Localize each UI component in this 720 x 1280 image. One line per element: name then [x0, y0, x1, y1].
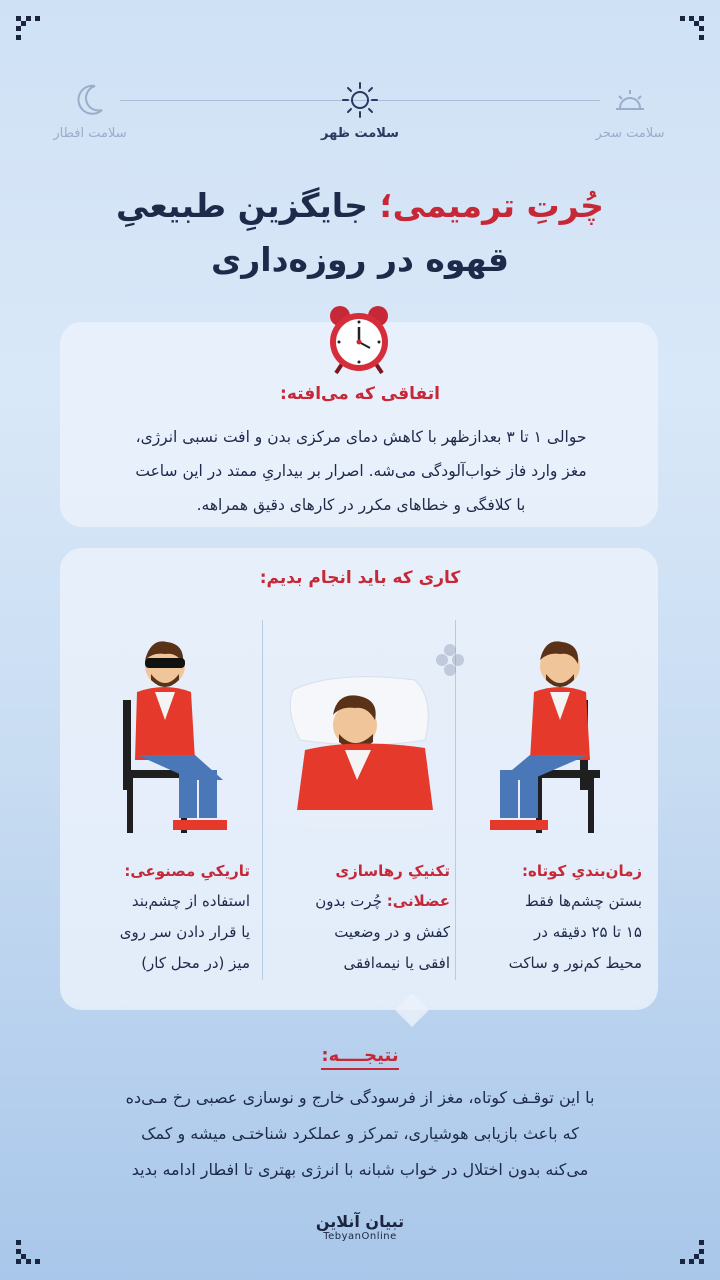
text-line: که باعث بازیابی هوشیاری، تمرکز و عملکرد شناختـی میشه و کمک	[141, 1124, 579, 1143]
text-line: حوالی ۱ تا ۳ بعدازظهر با کاهش دمای مرکزی بدن و افت نسبی انرژی،	[135, 428, 587, 446]
timeline-label: سلامت سحر	[595, 126, 665, 141]
text-line: می‌کنه بدون اختلال در خواب شبانه با انرژی بهتری تا افطار ادامه بدید	[131, 1160, 589, 1179]
result-heading	[0, 1045, 720, 1070]
tip-heading: تاریکیِ مصنوعی:	[124, 862, 250, 880]
what-happens-text	[80, 420, 642, 522]
tip-column-muscle-release	[270, 856, 450, 979]
what-to-do-heading: کاری که باید انجام بدیم:	[259, 568, 461, 588]
tip-line: محیط کم‌نور و ساکت	[508, 954, 642, 972]
title-navy-part: جایگزینِ طبیعیِ	[116, 186, 368, 225]
tip-line: میز (در محل کار)	[141, 954, 250, 972]
tip-line: کفش و در وضعیت	[334, 923, 450, 941]
timeline-item-sahar	[570, 80, 690, 141]
sun-icon	[300, 80, 420, 120]
what-happens-heading: اتفاقی که می‌افته:	[280, 384, 440, 404]
tip-line: چُرت بدون	[315, 892, 382, 910]
result-heading-text: نتیجــــه:	[321, 1045, 398, 1070]
corner-ornament-top-right	[680, 16, 704, 40]
alarm-clock-icon	[322, 302, 396, 376]
timeline-label: سلامت افطار	[53, 126, 127, 141]
title-line-2: قهوه در روزه‌داری	[211, 240, 509, 279]
tip-heading-part-2: عضلانی:	[386, 892, 450, 910]
corner-ornament-top-left	[16, 16, 40, 40]
tip-line: ۱۵ تا ۲۵ دقیقه در	[534, 923, 642, 941]
card-pointer	[395, 993, 429, 1027]
illustration-man-eye-mask-chair	[95, 630, 275, 840]
tip-column-artificial-darkness	[70, 856, 250, 979]
sunrise-icon	[570, 80, 690, 120]
tip-line: استفاده از چشم‌بند	[131, 892, 250, 910]
illustration-man-sleeping-pillow	[275, 630, 455, 840]
text-line: مغز وارد فاز خواب‌آلودگی می‌شه. اصرار بر بیداریِ ممتد در این ساعت	[135, 462, 587, 480]
corner-ornament-bottom-right	[680, 1240, 704, 1264]
series-timeline	[53, 80, 665, 150]
result-text	[50, 1080, 670, 1188]
tip-line: افقی یا نیمه‌افقی	[343, 954, 450, 972]
text-line: با این توقـف کوتاه، مغز از فرسودگی خارج و نوسازی عصبی رخ مـی‌ده	[125, 1088, 595, 1107]
tip-column-short-timing	[462, 856, 642, 979]
timeline-item-zohr	[300, 80, 420, 141]
brand-name: تبیان آنلاین	[315, 1212, 405, 1231]
brand-logo	[310, 1212, 410, 1242]
tip-heading: تکنیکِ رهاسازی	[335, 862, 450, 880]
tip-line: یا قرار دادن سر روی	[119, 923, 250, 941]
tip-line: بستن چشم‌ها فقط	[524, 892, 642, 910]
timeline-item-eftar	[30, 80, 150, 141]
illustration-man-resting-chair	[470, 630, 650, 840]
title-red-part: چُرتِ ترمیمی؛	[379, 186, 604, 225]
brand-name-latin: TebyanOnline	[323, 1231, 397, 1242]
tip-heading: زمان‌بندیِ کوتاه:	[522, 862, 642, 880]
moon-icon	[30, 80, 150, 120]
timeline-label: سلامت ظهر	[321, 126, 399, 141]
text-line: با کلافگی و خطاهای مکرر در کارهای دقیق همراهه.	[196, 496, 526, 514]
corner-ornament-bottom-left	[16, 1240, 40, 1264]
page-title	[40, 178, 680, 286]
